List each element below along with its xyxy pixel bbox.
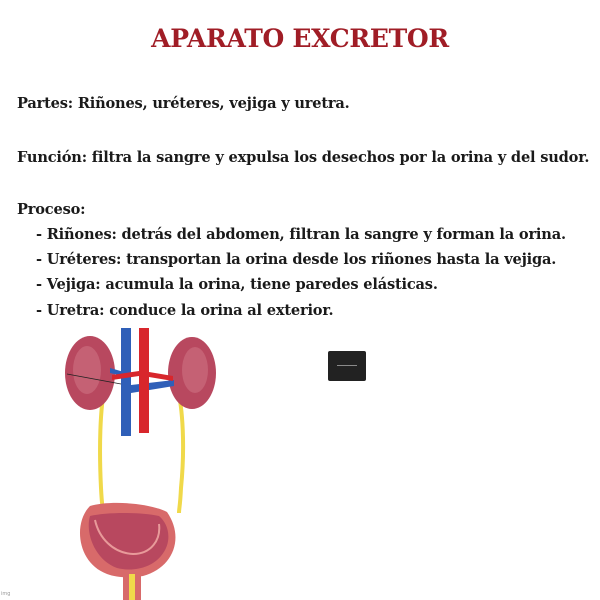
video-thumbnail[interactable] — [328, 351, 366, 381]
proceso-step-uretra: - Uretra: conduce la orina al exterior. — [36, 302, 334, 319]
partes-text: Partes: Riñones, uréteres, vejiga y uretra. — [17, 95, 350, 112]
proceso-step-vejiga: - Vejiga: acumula la orina, tiene paredes elásticas. — [36, 276, 438, 293]
proceso-heading: Proceso: — [17, 201, 86, 218]
funcion-text: Función: filtra la sangre y expulsa los desechos por la orina y del sudor. — [17, 149, 590, 166]
artery — [139, 328, 149, 433]
image-footer-mark: img — [1, 591, 11, 597]
page-title: APARATO EXCRETOR — [151, 24, 449, 53]
proceso-step-ureteres: - Uréteres: transportan la orina desde los riñones hasta la vejiga. — [36, 251, 557, 268]
urinary-system-illustration — [55, 328, 225, 600]
proceso-step-rinones: - Riñones: detrás del abdomen, filtran la sangre y forman la orina. — [36, 226, 566, 243]
